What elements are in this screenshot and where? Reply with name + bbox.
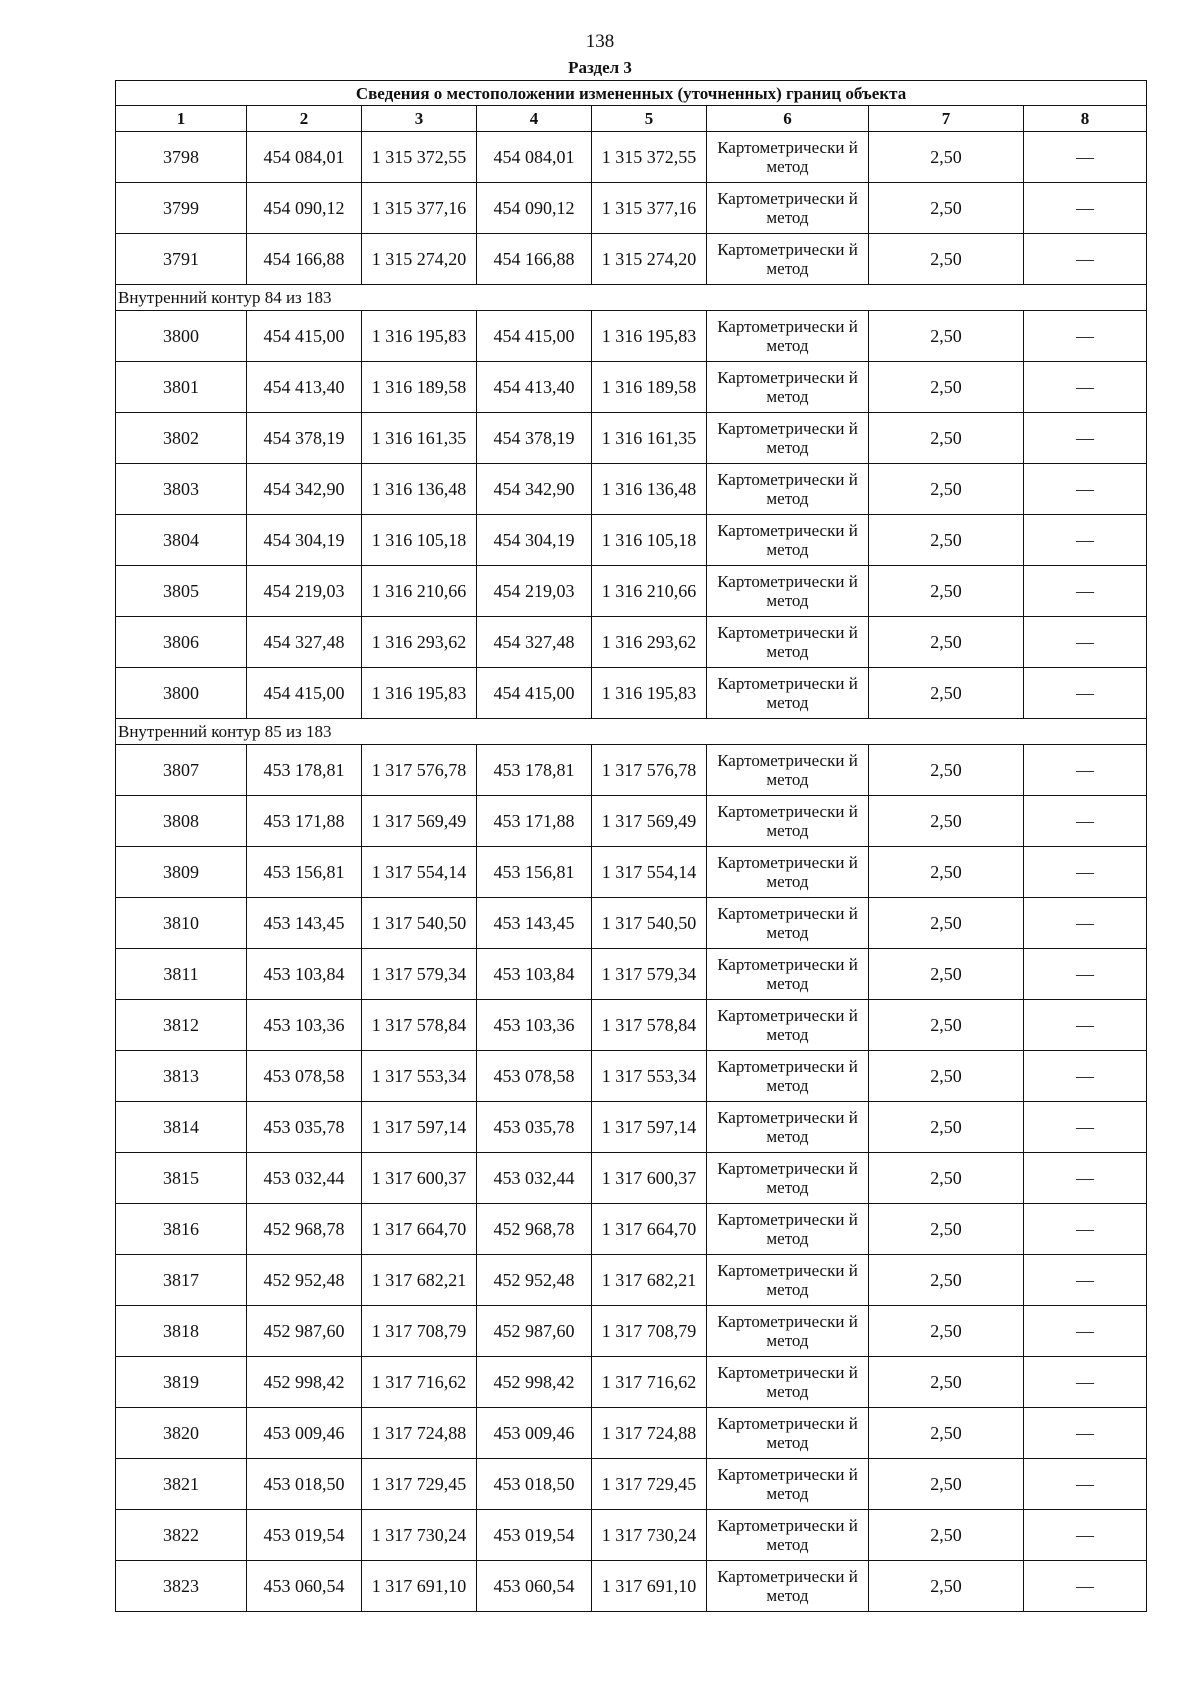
y-new-cell: 1 317 682,21 [592,1255,707,1306]
y-new-cell: 1 317 600,37 [592,1153,707,1204]
x-new-cell: 452 987,60 [477,1306,592,1357]
table-row [116,1153,1147,1204]
accuracy-cell: 2,50 [869,1561,1024,1612]
description-cell: — [1024,1204,1147,1255]
table-row [116,1561,1147,1612]
description-cell: — [1024,311,1147,362]
x-old-cell: 453 035,78 [247,1102,362,1153]
accuracy-cell: 2,50 [869,234,1024,285]
table-row [116,1306,1147,1357]
y-new-cell: 1 316 136,48 [592,464,707,515]
x-old-cell: 454 378,19 [247,413,362,464]
point-number-cell: 3823 [116,1561,247,1612]
accuracy-cell: 2,50 [869,183,1024,234]
point-number-cell: 3791 [116,234,247,285]
y-old-cell: 1 317 600,37 [362,1153,477,1204]
x-new-cell: 453 171,88 [477,796,592,847]
y-old-cell: 1 317 597,14 [362,1102,477,1153]
section-title: Раздел 3 [568,58,632,77]
table-body [116,81,1147,1612]
point-number-cell: 3802 [116,413,247,464]
point-number-cell: 3809 [116,847,247,898]
description-cell: — [1024,1459,1147,1510]
method-cell: Картометрически й метод [707,362,869,413]
x-old-cell: 454 413,40 [247,362,362,413]
description-cell: — [1024,1051,1147,1102]
description-cell: — [1024,1000,1147,1051]
x-new-cell: 452 952,48 [477,1255,592,1306]
accuracy-cell: 2,50 [869,515,1024,566]
y-new-cell: 1 315 372,55 [592,132,707,183]
description-cell: — [1024,1357,1147,1408]
description-cell: — [1024,898,1147,949]
y-old-cell: 1 317 682,21 [362,1255,477,1306]
method-cell: Картометрически й метод [707,566,869,617]
y-old-cell: 1 316 189,58 [362,362,477,413]
table-caption: Сведения о местоположении измененных (уточненных) границ объекта [116,81,1147,106]
table-row [116,1204,1147,1255]
y-new-cell: 1 317 579,34 [592,949,707,1000]
accuracy-cell: 2,50 [869,1408,1024,1459]
method-cell: Картометрически й метод [707,311,869,362]
point-number-cell: 3814 [116,1102,247,1153]
y-new-cell: 1 316 293,62 [592,617,707,668]
accuracy-cell: 2,50 [869,1204,1024,1255]
y-new-cell: 1 316 195,83 [592,668,707,719]
x-new-cell: 454 219,03 [477,566,592,617]
x-new-cell: 453 035,78 [477,1102,592,1153]
table-row [116,183,1147,234]
x-old-cell: 454 084,01 [247,132,362,183]
y-new-cell: 1 317 569,49 [592,796,707,847]
method-cell: Картометрически й метод [707,1204,869,1255]
accuracy-cell: 2,50 [869,898,1024,949]
x-old-cell: 453 143,45 [247,898,362,949]
accuracy-cell: 2,50 [869,796,1024,847]
method-cell: Картометрически й метод [707,796,869,847]
description-cell: — [1024,796,1147,847]
contour-label: Внутренний контур 85 из 183 [116,719,1147,745]
description-cell: — [1024,566,1147,617]
method-cell: Картометрически й метод [707,1306,869,1357]
description-cell: — [1024,1510,1147,1561]
x-old-cell: 453 156,81 [247,847,362,898]
x-old-cell: 454 327,48 [247,617,362,668]
y-new-cell: 1 315 274,20 [592,234,707,285]
method-cell: Картометрически й метод [707,132,869,183]
table-row [116,234,1147,285]
table-row [116,311,1147,362]
y-old-cell: 1 317 540,50 [362,898,477,949]
point-number-cell: 3805 [116,566,247,617]
point-number-cell: 3819 [116,1357,247,1408]
point-number-cell: 3813 [116,1051,247,1102]
x-new-cell: 453 103,36 [477,1000,592,1051]
y-old-cell: 1 317 569,49 [362,796,477,847]
y-new-cell: 1 317 554,14 [592,847,707,898]
x-new-cell: 453 103,84 [477,949,592,1000]
table-row [116,668,1147,719]
x-old-cell: 453 032,44 [247,1153,362,1204]
y-new-cell: 1 317 578,84 [592,1000,707,1051]
boundary-table [115,80,1147,1612]
column-header: 4 [477,106,592,132]
method-cell: Картометрически й метод [707,1357,869,1408]
point-number-cell: 3807 [116,745,247,796]
point-number-cell: 3808 [116,796,247,847]
x-new-cell: 453 060,54 [477,1561,592,1612]
point-number-cell: 3806 [116,617,247,668]
point-number-cell: 3821 [116,1459,247,1510]
method-cell: Картометрически й метод [707,1408,869,1459]
y-old-cell: 1 316 105,18 [362,515,477,566]
column-header: 1 [116,106,247,132]
x-new-cell: 453 178,81 [477,745,592,796]
x-new-cell: 454 166,88 [477,234,592,285]
y-old-cell: 1 316 161,35 [362,413,477,464]
contour-label-row [116,285,1147,311]
method-cell: Картометрически й метод [707,847,869,898]
contour-label-row [116,719,1147,745]
x-old-cell: 454 415,00 [247,311,362,362]
page-number: 138 [585,31,615,52]
y-new-cell: 1 317 730,24 [592,1510,707,1561]
description-cell: — [1024,1255,1147,1306]
table-row [116,1510,1147,1561]
description-cell: — [1024,668,1147,719]
accuracy-cell: 2,50 [869,745,1024,796]
table-row [116,1000,1147,1051]
x-old-cell: 452 952,48 [247,1255,362,1306]
x-old-cell: 454 415,00 [247,668,362,719]
table-row [116,413,1147,464]
y-new-cell: 1 317 576,78 [592,745,707,796]
y-old-cell: 1 316 195,83 [362,311,477,362]
x-new-cell: 453 018,50 [477,1459,592,1510]
accuracy-cell: 2,50 [869,1357,1024,1408]
column-header: 7 [869,106,1024,132]
description-cell: — [1024,413,1147,464]
y-new-cell: 1 316 189,58 [592,362,707,413]
y-old-cell: 1 317 579,34 [362,949,477,1000]
method-cell: Картометрически й метод [707,234,869,285]
y-new-cell: 1 316 161,35 [592,413,707,464]
point-number-cell: 3816 [116,1204,247,1255]
accuracy-cell: 2,50 [869,1306,1024,1357]
accuracy-cell: 2,50 [869,1102,1024,1153]
method-cell: Картометрически й метод [707,413,869,464]
y-old-cell: 1 317 708,79 [362,1306,477,1357]
y-old-cell: 1 317 716,62 [362,1357,477,1408]
method-cell: Картометрически й метод [707,1255,869,1306]
table-row [116,566,1147,617]
method-cell: Картометрически й метод [707,515,869,566]
x-old-cell: 453 060,54 [247,1561,362,1612]
method-cell: Картометрически й метод [707,1561,869,1612]
column-header: 2 [247,106,362,132]
description-cell: — [1024,745,1147,796]
accuracy-cell: 2,50 [869,847,1024,898]
point-number-cell: 3798 [116,132,247,183]
y-old-cell: 1 317 576,78 [362,745,477,796]
y-old-cell: 1 317 664,70 [362,1204,477,1255]
table-row [116,1408,1147,1459]
x-old-cell: 453 103,84 [247,949,362,1000]
y-old-cell: 1 316 136,48 [362,464,477,515]
accuracy-cell: 2,50 [869,1255,1024,1306]
description-cell: — [1024,515,1147,566]
y-new-cell: 1 316 210,66 [592,566,707,617]
column-header: 6 [707,106,869,132]
point-number-cell: 3803 [116,464,247,515]
accuracy-cell: 2,50 [869,1051,1024,1102]
x-new-cell: 453 156,81 [477,847,592,898]
column-header: 3 [362,106,477,132]
x-new-cell: 454 378,19 [477,413,592,464]
point-number-cell: 3800 [116,668,247,719]
accuracy-cell: 2,50 [869,413,1024,464]
x-old-cell: 452 968,78 [247,1204,362,1255]
point-number-cell: 3799 [116,183,247,234]
method-cell: Картометрически й метод [707,949,869,1000]
point-number-cell: 3810 [116,898,247,949]
table-row [116,1459,1147,1510]
x-new-cell: 454 090,12 [477,183,592,234]
description-cell: — [1024,362,1147,413]
x-old-cell: 454 166,88 [247,234,362,285]
column-header-row [116,106,1147,132]
y-new-cell: 1 317 708,79 [592,1306,707,1357]
method-cell: Картометрически й метод [707,617,869,668]
x-old-cell: 453 078,58 [247,1051,362,1102]
column-header: 8 [1024,106,1147,132]
method-cell: Картометрически й метод [707,898,869,949]
method-cell: Картометрически й метод [707,1000,869,1051]
y-old-cell: 1 317 724,88 [362,1408,477,1459]
point-number-cell: 3801 [116,362,247,413]
x-old-cell: 454 342,90 [247,464,362,515]
y-new-cell: 1 317 729,45 [592,1459,707,1510]
y-old-cell: 1 315 274,20 [362,234,477,285]
y-new-cell: 1 317 553,34 [592,1051,707,1102]
method-cell: Картометрически й метод [707,745,869,796]
point-number-cell: 3811 [116,949,247,1000]
method-cell: Картометрически й метод [707,1102,869,1153]
x-new-cell: 454 084,01 [477,132,592,183]
x-old-cell: 453 018,50 [247,1459,362,1510]
y-new-cell: 1 317 540,50 [592,898,707,949]
x-old-cell: 453 178,81 [247,745,362,796]
point-number-cell: 3800 [116,311,247,362]
accuracy-cell: 2,50 [869,949,1024,1000]
description-cell: — [1024,949,1147,1000]
x-new-cell: 454 415,00 [477,311,592,362]
table-row [116,464,1147,515]
method-cell: Картометрически й метод [707,464,869,515]
x-new-cell: 452 998,42 [477,1357,592,1408]
method-cell: Картометрически й метод [707,1051,869,1102]
x-old-cell: 453 009,46 [247,1408,362,1459]
table-row [116,617,1147,668]
y-old-cell: 1 317 553,34 [362,1051,477,1102]
contour-label: Внутренний контур 84 из 183 [116,285,1147,311]
y-new-cell: 1 317 691,10 [592,1561,707,1612]
description-cell: — [1024,464,1147,515]
table-caption-row [116,81,1147,106]
table-row [116,847,1147,898]
accuracy-cell: 2,50 [869,566,1024,617]
accuracy-cell: 2,50 [869,362,1024,413]
description-cell: — [1024,1102,1147,1153]
description-cell: — [1024,1153,1147,1204]
description-cell: — [1024,132,1147,183]
y-old-cell: 1 316 210,66 [362,566,477,617]
y-old-cell: 1 317 730,24 [362,1510,477,1561]
x-new-cell: 453 078,58 [477,1051,592,1102]
method-cell: Картометрически й метод [707,1459,869,1510]
y-old-cell: 1 316 195,83 [362,668,477,719]
description-cell: — [1024,1408,1147,1459]
y-new-cell: 1 317 724,88 [592,1408,707,1459]
x-new-cell: 453 009,46 [477,1408,592,1459]
point-number-cell: 3812 [116,1000,247,1051]
description-cell: — [1024,183,1147,234]
accuracy-cell: 2,50 [869,464,1024,515]
method-cell: Картометрически й метод [707,1153,869,1204]
x-old-cell: 452 998,42 [247,1357,362,1408]
point-number-cell: 3817 [116,1255,247,1306]
y-old-cell: 1 315 372,55 [362,132,477,183]
x-new-cell: 454 415,00 [477,668,592,719]
point-number-cell: 3815 [116,1153,247,1204]
accuracy-cell: 2,50 [869,668,1024,719]
point-number-cell: 3818 [116,1306,247,1357]
y-old-cell: 1 317 729,45 [362,1459,477,1510]
x-new-cell: 454 342,90 [477,464,592,515]
accuracy-cell: 2,50 [869,1000,1024,1051]
table-row [116,1102,1147,1153]
y-new-cell: 1 315 377,16 [592,183,707,234]
x-new-cell: 454 304,19 [477,515,592,566]
x-new-cell: 454 327,48 [477,617,592,668]
x-old-cell: 454 219,03 [247,566,362,617]
table-row [116,796,1147,847]
x-new-cell: 453 032,44 [477,1153,592,1204]
y-old-cell: 1 317 554,14 [362,847,477,898]
table-row [116,515,1147,566]
table-row [116,745,1147,796]
x-old-cell: 454 090,12 [247,183,362,234]
x-old-cell: 454 304,19 [247,515,362,566]
accuracy-cell: 2,50 [869,1459,1024,1510]
y-old-cell: 1 316 293,62 [362,617,477,668]
point-number-cell: 3822 [116,1510,247,1561]
table-row [116,362,1147,413]
y-new-cell: 1 317 716,62 [592,1357,707,1408]
accuracy-cell: 2,50 [869,1153,1024,1204]
x-new-cell: 453 143,45 [477,898,592,949]
y-new-cell: 1 317 597,14 [592,1102,707,1153]
y-old-cell: 1 315 377,16 [362,183,477,234]
y-new-cell: 1 316 195,83 [592,311,707,362]
x-new-cell: 453 019,54 [477,1510,592,1561]
point-number-cell: 3820 [116,1408,247,1459]
column-header: 5 [592,106,707,132]
x-new-cell: 454 413,40 [477,362,592,413]
method-cell: Картометрически й метод [707,183,869,234]
y-old-cell: 1 317 578,84 [362,1000,477,1051]
x-new-cell: 452 968,78 [477,1204,592,1255]
table-row [116,1051,1147,1102]
point-number-cell: 3804 [116,515,247,566]
accuracy-cell: 2,50 [869,132,1024,183]
table-row [116,898,1147,949]
table-row [116,1255,1147,1306]
y-new-cell: 1 316 105,18 [592,515,707,566]
x-old-cell: 453 171,88 [247,796,362,847]
y-old-cell: 1 317 691,10 [362,1561,477,1612]
description-cell: — [1024,1561,1147,1612]
table-row [116,949,1147,1000]
accuracy-cell: 2,50 [869,311,1024,362]
x-old-cell: 452 987,60 [247,1306,362,1357]
table-row [116,1357,1147,1408]
table-row [116,132,1147,183]
description-cell: — [1024,1306,1147,1357]
method-cell: Картометрически й метод [707,1510,869,1561]
method-cell: Картометрически й метод [707,668,869,719]
accuracy-cell: 2,50 [869,1510,1024,1561]
x-old-cell: 453 103,36 [247,1000,362,1051]
x-old-cell: 453 019,54 [247,1510,362,1561]
description-cell: — [1024,234,1147,285]
y-new-cell: 1 317 664,70 [592,1204,707,1255]
description-cell: — [1024,847,1147,898]
accuracy-cell: 2,50 [869,617,1024,668]
description-cell: — [1024,617,1147,668]
